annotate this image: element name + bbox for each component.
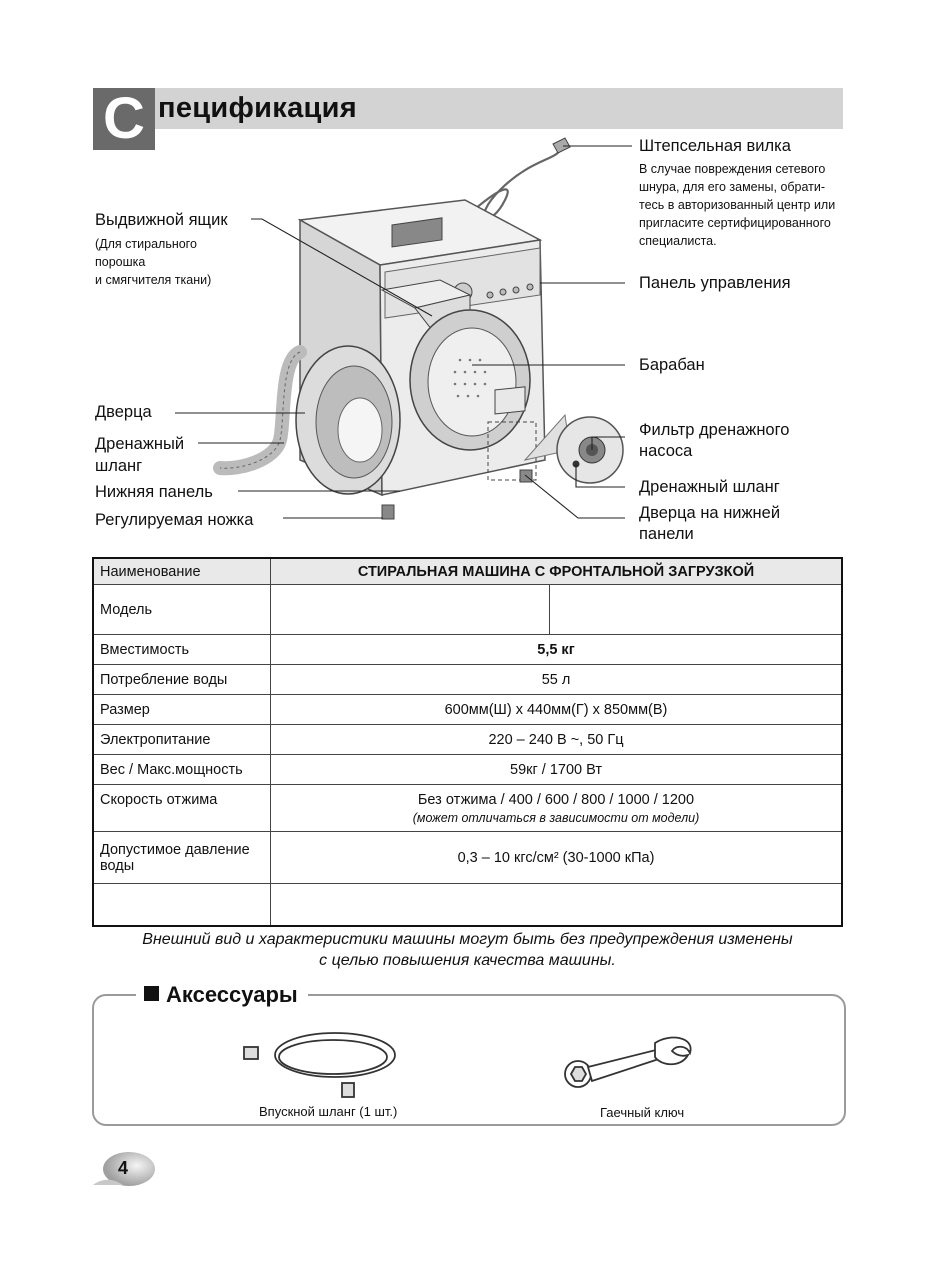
page-number: 4 [118,1158,129,1178]
table-row [93,585,842,635]
spec-value-model-1 [271,585,550,635]
pressure-label-line-1: Допустимое давление [100,841,250,858]
spec-key: Размер [93,695,271,725]
label-drawer-note-1: (Для стирального [95,237,197,251]
label-pump-filter-2: насоса [639,442,693,460]
label-drawer-note-2: порошка [95,255,146,269]
spec-key: Скорость отжима [93,785,271,832]
label-plug-note-3: тесь в авторизованный центр или [639,198,836,212]
spec-key: Потребление воды [93,665,271,695]
label-drain-hose-left-1: Дренажный [95,435,185,453]
accessories-illustrations [0,995,935,1125]
spec-key: Модель [93,585,271,635]
table-row [93,635,842,665]
spec-value [271,785,843,832]
label-plug-note-1: В случае повреждения сетевого [639,162,826,176]
spec-value: 59кг / 1700 Вт [271,755,843,785]
spec-value: 600мм(Ш) x 440мм(Г) x 850мм(В) [271,695,843,725]
spec-value: 0,3 – 10 кгс/см² (30-1000 кПа) [271,832,843,884]
spec-key [93,832,271,884]
header-initial-letter: С [93,88,155,150]
spec-key: Вес / Макс.мощность [93,755,271,785]
disclaimer [92,929,843,971]
table-row [93,884,842,926]
label-lower-door-1: Дверца на нижней [639,504,781,522]
spec-value: 55 л [271,665,843,695]
label-drain-hose-left-2: шланг [95,457,143,475]
accessory-label-hose: Впускной шланг (1 шт.) [259,1104,398,1119]
spec-key-empty [93,884,271,926]
label-door: Дверца [95,403,152,421]
spec-key: Наименование [93,558,271,585]
label-plug: Штепсельная вилка [639,137,791,155]
table-row [93,725,842,755]
label-plug-note-5: специалиста. [639,234,717,248]
pressure-label-line-2: воды [100,857,135,874]
accessory-label-wrench: Гаечный ключ [600,1105,685,1120]
spec-value-model-2 [550,585,843,635]
label-drum: Барабан [639,356,705,374]
disclaimer-line-1: Внешний вид и характеристики машины могут быть без предупреждения изменены [142,931,793,948]
accessories-title-text: Аксессуары [166,982,298,1007]
label-lower-door-2: панели [639,525,694,543]
label-control-panel: Панель управления [639,274,791,292]
table-row [93,785,842,832]
label-drain-hose-right: Дренажный шланг [639,478,780,496]
spec-table [92,557,843,927]
wrench-icon [565,1038,691,1087]
spec-value: 5,5 кг [271,635,843,665]
disclaimer-line-2: с целью повышения качества машины. [319,952,616,969]
spin-speed-values: Без отжима / 400 / 600 / 800 / 1000 / 1200 [417,791,695,808]
page-title: пецификация [158,92,358,124]
table-row [93,755,842,785]
label-plug-note-4: пригласите сертифицированного [639,216,831,230]
label-lower-panel: Нижняя панель [95,483,213,501]
label-adjustable-leg: Регулируемая ножка [95,511,254,529]
inlet-hose-icon [244,1033,395,1097]
washer-diagram [0,130,935,550]
label-drawer: Выдвижной ящик [95,211,228,229]
table-row [93,665,842,695]
spin-speed-note: (может отличаться в зависимости от модели) [412,810,700,825]
spec-value: СТИРАЛЬНАЯ МАШИНА С ФРОНТАЛЬНОЙ ЗАГРУЗКОЙ [271,558,843,585]
table-row [93,558,842,585]
spec-value-empty [271,884,843,926]
spec-value: 220 – 240 В ~, 50 Гц [271,725,843,755]
table-row [93,832,842,884]
spec-key: Вместимость [93,635,271,665]
spec-key: Электропитание [93,725,271,755]
label-plug-note-2: шнура, для его замены, обрати- [639,180,826,194]
table-row [93,695,842,725]
label-pump-filter-1: Фильтр дренажного [639,421,790,439]
label-drawer-note-3: и смягчителя ткани) [95,273,212,287]
